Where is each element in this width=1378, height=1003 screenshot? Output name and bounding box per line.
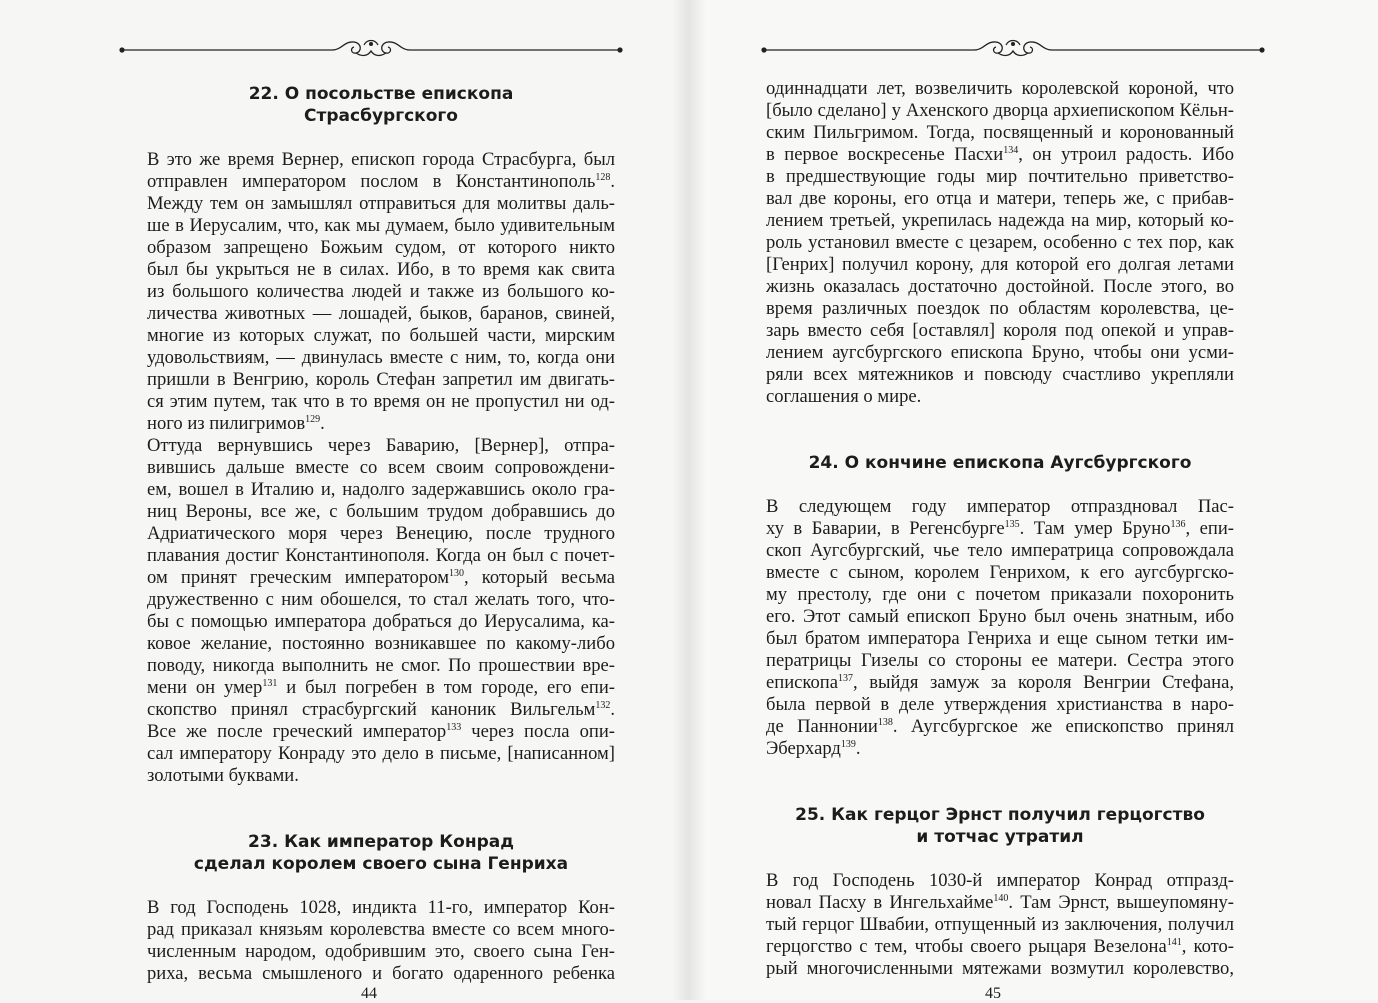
- footnote-ref: 139: [840, 739, 856, 750]
- text-line: скоп Аугсбургский, чье тело императрица сопровождала: [766, 540, 1234, 561]
- header-ornament-icon: [760, 30, 1266, 70]
- chapter-23-paragraph: [147, 897, 615, 985]
- text-line: был бы укрыться не в силах. Ибо, в то время как свита: [147, 259, 615, 280]
- text-line: ем, вошел в Италию и, надолго задержавшись около гра-: [147, 479, 615, 500]
- text-line: ниц Вероны, все же, с большим трудом добравшись до: [147, 501, 615, 522]
- text-line: численным народом, одобрившим это, своего сына Ген-: [147, 941, 615, 962]
- chapter-25-paragraph: [766, 870, 1234, 980]
- text-line: герцогство с тем, чтобы своего рыцаря Везелона$^{141}$, кото-: [766, 936, 1234, 957]
- text-line: отправлен императором послом в Константинополь$^{128}$.: [147, 171, 615, 192]
- text-line: бы с помощью императора добраться до Иерусалима, ка-: [147, 611, 615, 632]
- chapter-22-paragraph-2: [147, 435, 615, 787]
- footnote-ref: 138: [877, 717, 893, 728]
- heading-line: сделал королем своего сына Генриха: [193, 854, 569, 874]
- text-line: одиннадцати лет, возвеличить королевской короной, что: [766, 78, 1234, 99]
- text-line: де Паннонии$^{138}$. Аугсбургское же епископство принял: [766, 716, 1234, 737]
- text-line: [было сделано] у Ахенского дворца архиепископом Кёльн-: [766, 100, 1234, 121]
- heading-line: 24. О кончине епископа Аугсбургского: [808, 453, 1192, 473]
- text-line: Все же после греческий император$^{133}$ через посла опи-: [147, 721, 615, 742]
- text-line: В это же время Вернер, епископ города Страсбурга, был: [147, 149, 615, 170]
- text-line: роль установил вместе с цезарем, особенно с тех пор, как: [766, 232, 1234, 253]
- chapter-23-heading: [147, 831, 615, 875]
- text-line: В год Господень 1028, индикта 11-го, император Кон-: [147, 897, 615, 918]
- text-line: зарь вместо себя [оставлял] короля под опекой и управ-: [766, 320, 1234, 341]
- text-line: Эберхард$^{139}$.: [766, 738, 861, 759]
- text-line: В следующем году император отпраздновал Пас-: [766, 496, 1234, 517]
- chapter-24-heading: [766, 452, 1234, 474]
- text-line: рый многочисленными мятежами возмутил королевство,: [766, 958, 1234, 979]
- footnote-ref: 136: [1170, 519, 1186, 530]
- heading-line: 25. Как герцог Эрнст получил герцогство: [795, 805, 1205, 825]
- left-page: [0, 0, 689, 1000]
- text-line: ху в Баварии, в Регенсбурге$^{135}$. Там умер Бруно$^{136}$, епи-: [766, 518, 1234, 539]
- text-line: В год Господень 1030-й император Конрад отпразд-: [766, 870, 1234, 891]
- footnote-ref: 131: [262, 678, 278, 689]
- heading-line: 23. Как император Конрад: [248, 832, 514, 852]
- footnote-ref: 140: [993, 893, 1009, 904]
- right-text-column: [766, 78, 1234, 980]
- right-page: [689, 0, 1378, 1000]
- header-ornament-icon: [118, 30, 624, 70]
- heading-line: 22. О посольстве епископа: [248, 84, 514, 104]
- heading-line: Страсбургского: [304, 106, 458, 126]
- text-line: плавания достиг Константинополя. Когда он был с почет-: [147, 545, 615, 566]
- chapter-25-heading: [766, 804, 1234, 848]
- text-line: Оттуда вернувшись через Баварию, [Вернер], отпра-: [147, 435, 615, 456]
- text-line: ским Пильгримом. Тогда, посвященный и коронованный: [766, 122, 1234, 143]
- text-line: вместе с сыном, королем Генрихом, к его аугсбургско-: [766, 562, 1234, 583]
- footnote-ref: 134: [1003, 145, 1019, 156]
- footnote-ref: 130: [448, 568, 464, 579]
- text-line: ся этим путем, так что в то время он не пропустил ни од-: [147, 391, 615, 412]
- page-number: 44: [361, 985, 377, 1002]
- heading-line: и тотчас утратил: [916, 827, 1084, 847]
- text-line: в первое воскресенье Пасхи$^{134}$, он утроил радость. Ибо: [766, 144, 1234, 165]
- text-line: лением третьей, укрепилась надежда на мир, который ко-: [766, 210, 1234, 231]
- text-line: му престолу, где они с почетом приказали похоронить: [766, 584, 1234, 605]
- text-line: пришли в Венгрию, король Стефан запретил им двигать-: [147, 369, 615, 390]
- text-line: ковое желание, постоянно возникавшее по какому-либо: [147, 633, 615, 654]
- text-line: удовольствиям, — двинулась вместе с ним, то, когда они: [147, 347, 615, 368]
- text-line: ператрицы Гизелы со стороны ее матери. Сестра этого: [766, 650, 1234, 671]
- text-line: ряли всех мятежников и повсюду счастливо укрепляли: [766, 364, 1234, 385]
- text-line: сал императору Конраду это дело в письме, [написанном]: [147, 743, 615, 764]
- footnote-ref: 133: [446, 722, 462, 733]
- text-line: многие из которых служат, по большей части, мирским: [147, 325, 615, 346]
- text-line: поводу, никогда выполнить не смог. По прошествии вре-: [147, 655, 615, 676]
- text-line: тый герцог Швабии, отпущенный из заключения, получил: [766, 914, 1234, 935]
- text-line: Адриатического моря через Венецию, после трудного: [147, 523, 615, 544]
- continued-paragraph: [766, 78, 1234, 408]
- text-line: епископа$^{137}$, выйдя замуж за короля Венгрии Стефана,: [766, 672, 1234, 693]
- text-line: была первой в деле утверждения христианства в наро-: [766, 694, 1234, 715]
- chapter-24-paragraph: [766, 496, 1234, 760]
- text-line: вал две короны, его отца и матери, теперь же, с прибав-: [766, 188, 1234, 209]
- text-line: соглашения о мире.: [766, 386, 922, 407]
- text-line: скопство принял страсбургский каноник Вильгельм$^{132}$.: [147, 699, 615, 720]
- text-line: рад приказал князьям королевства вместе со всем много-: [147, 919, 615, 940]
- text-line: вившись дальше вместе со всем своим сопровождени-: [147, 457, 615, 478]
- left-text-column: [147, 83, 615, 985]
- text-line: его. Этот самый епископ Бруно был очень знатным, ибо: [766, 606, 1234, 627]
- footnote-ref: 128: [595, 172, 611, 183]
- text-line: дружественно с ним обошелся, то стал желать того, что-: [147, 589, 615, 610]
- text-line: лением аугсбургского епископа Бруно, чтобы они усми-: [766, 342, 1234, 363]
- text-line: мени он умер$^{131}$ и был погребен в том городе, его епи-: [147, 677, 615, 698]
- text-line: в предшествующие годы мир почтительно приветство-: [766, 166, 1234, 187]
- footnote-ref: 141: [1166, 937, 1182, 948]
- book-gutter: [672, 0, 706, 1000]
- footnote-ref: 129: [305, 414, 321, 425]
- chapter-22-heading: [147, 83, 615, 127]
- text-line: был братом императора Генриха и еще сыном тетки им-: [766, 628, 1234, 649]
- text-line: ного из пилигримов$^{129}$.: [147, 413, 325, 434]
- text-line: из большого количества людей и также из большого ко-: [147, 281, 615, 302]
- text-line: риха, весьма смышленого и богато одаренного ребенка: [147, 963, 615, 984]
- footnote-ref: 132: [595, 700, 611, 711]
- text-line: ше в Иерусалим, что, как мы думаем, было удивительным: [147, 215, 615, 236]
- text-line: новал Пасху в Ингельхайме$^{140}$. Там Эрнст, вышеупомяну-: [766, 892, 1234, 913]
- chapter-22-paragraph-1: [147, 149, 615, 435]
- text-line: образом запрещено Божьим судом, от которого никто: [147, 237, 615, 258]
- text-line: золотыми буквами.: [147, 765, 299, 786]
- text-line: [Генрих] получил корону, для которой его долгая летами: [766, 254, 1234, 275]
- footnote-ref: 135: [1004, 519, 1020, 530]
- text-line: личества животных — лошадей, быков, баранов, свиней,: [147, 303, 615, 324]
- page-number: 45: [985, 985, 1001, 1002]
- footnote-ref: 137: [838, 673, 853, 684]
- text-line: ом принят греческим императором$^{130}$, который весьма: [147, 567, 616, 588]
- text-line: Между тем он замышлял отправиться для молитвы даль-: [147, 193, 615, 214]
- text-line: время различных поездок по областям королевства, це-: [766, 298, 1234, 319]
- text-line: жизнь оказалась достаточно достойной. После этого, во: [766, 276, 1234, 297]
